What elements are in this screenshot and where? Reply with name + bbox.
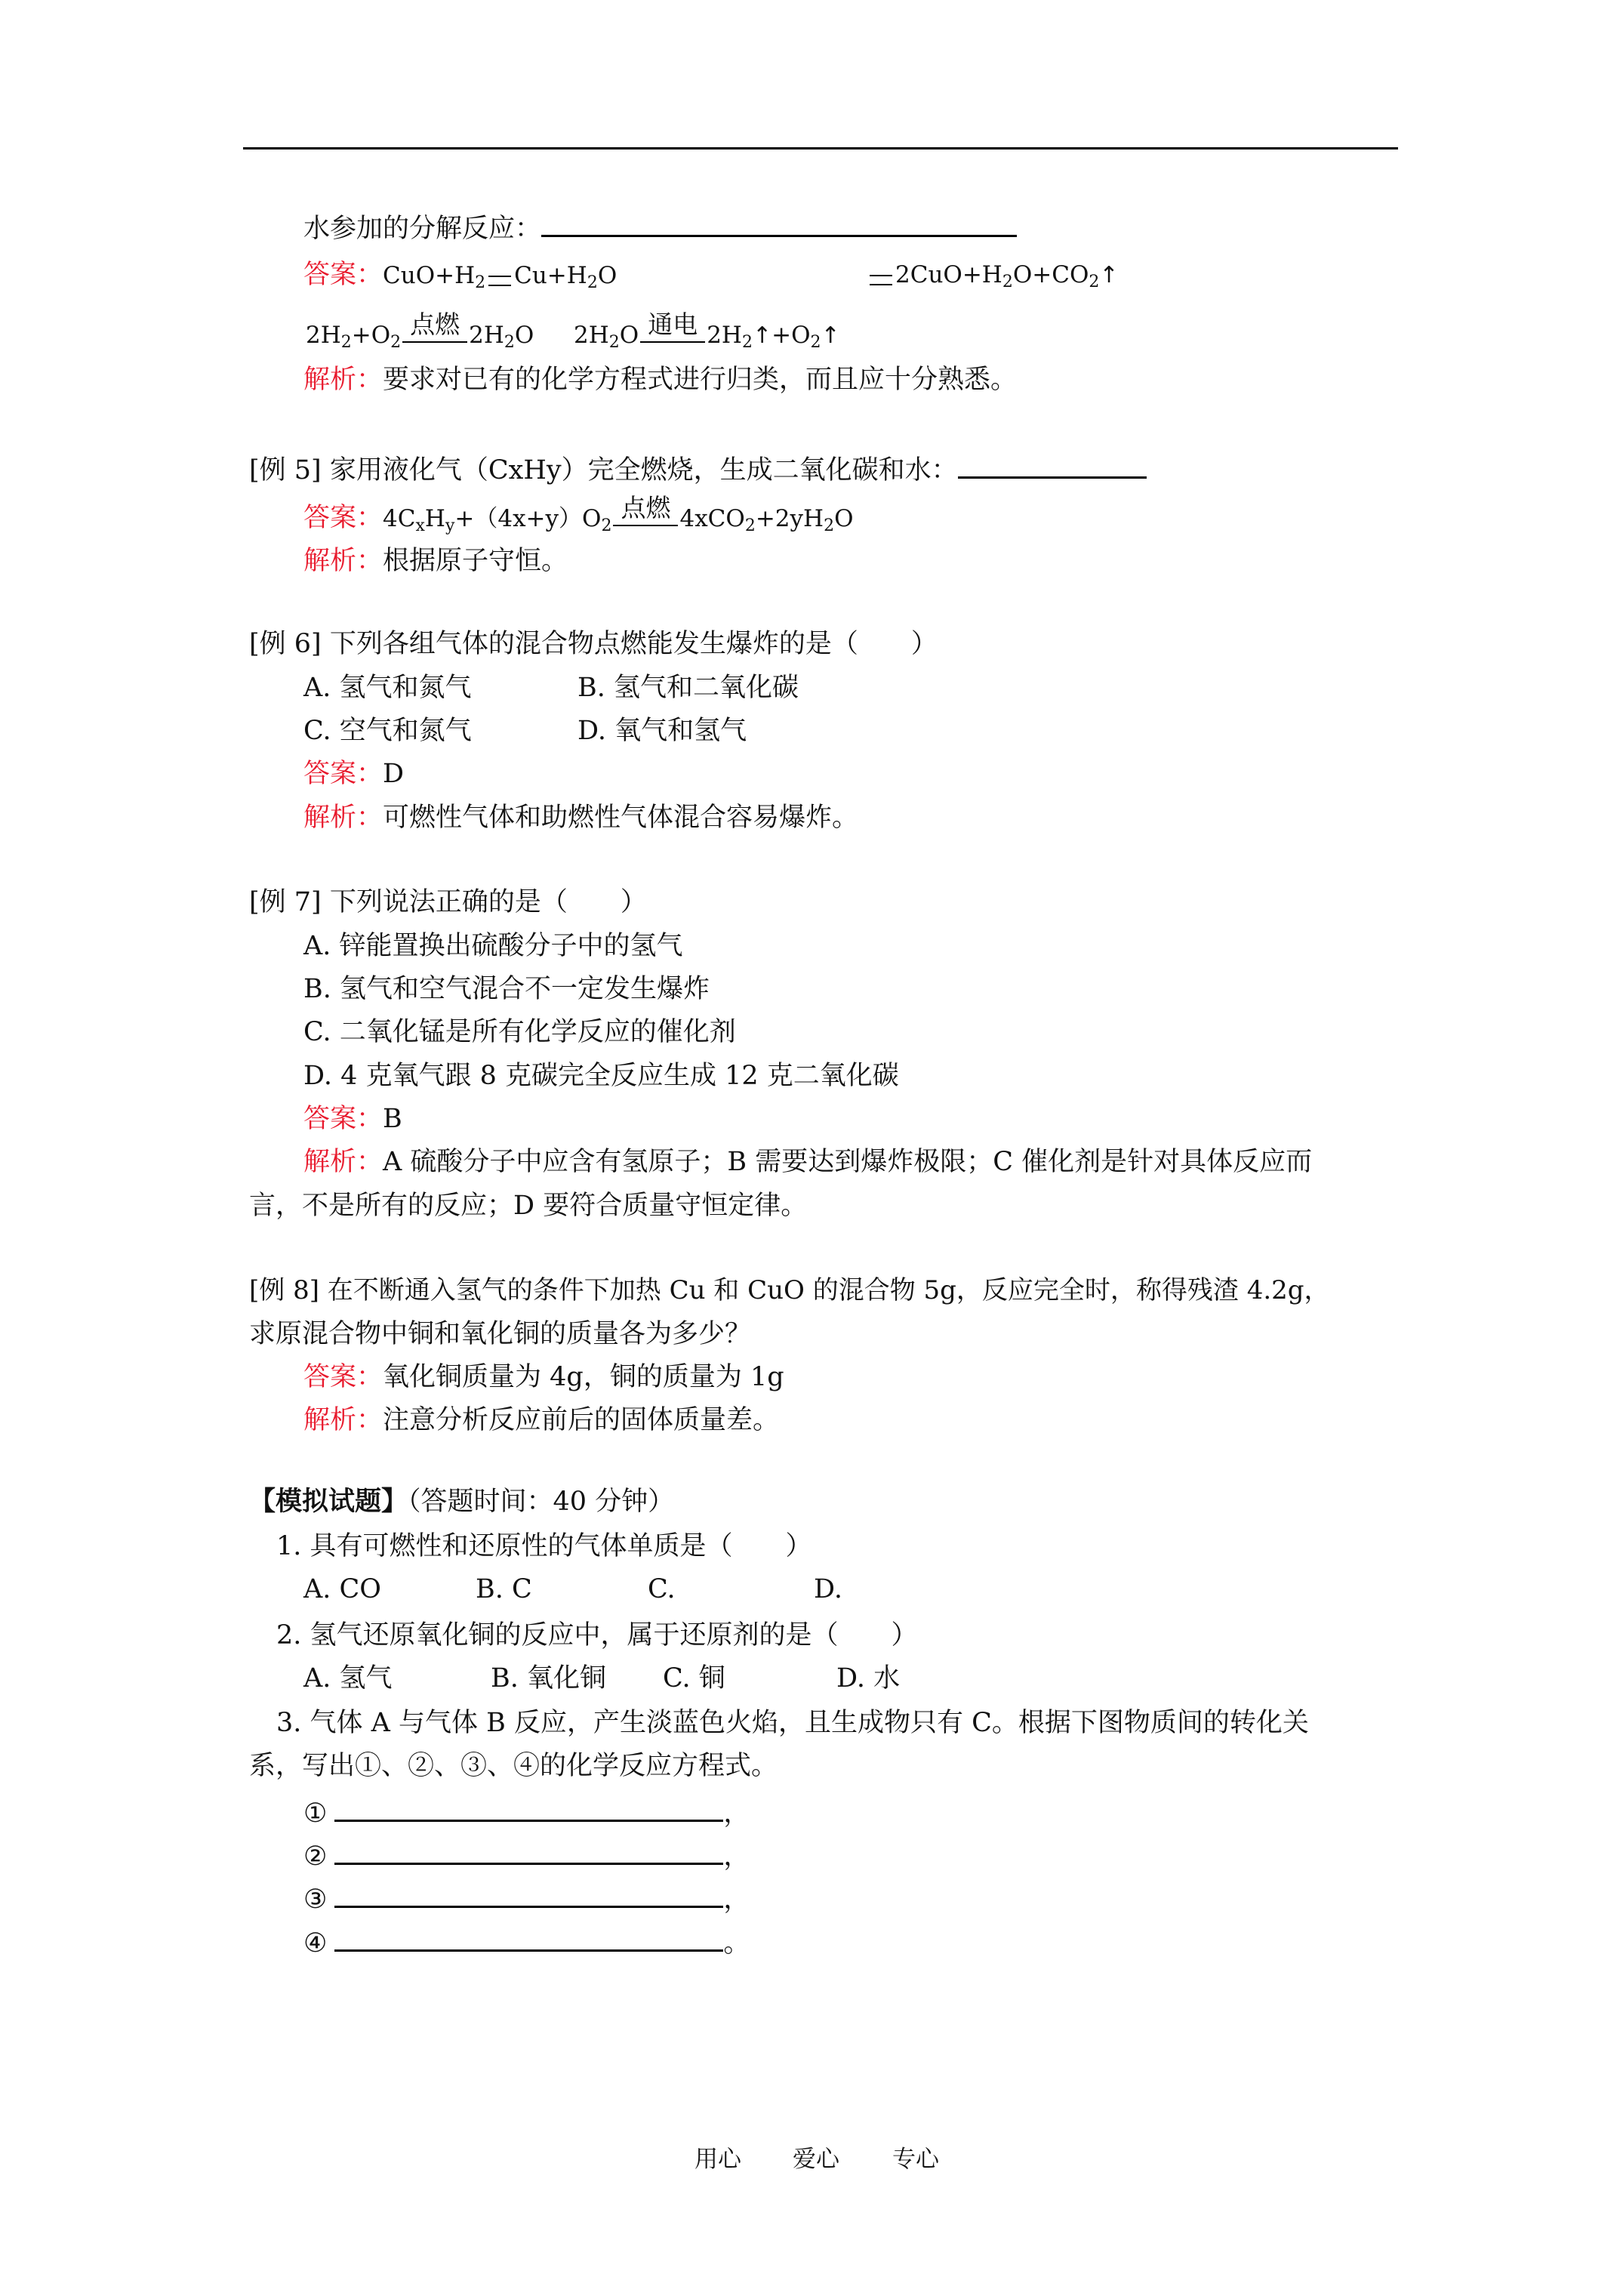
ex6-option-c[interactable]: C. 空气和氮气 xyxy=(303,716,472,746)
ex8-analysis: 解析：注意分析反应前后的固体质量差。 xyxy=(303,1405,780,1435)
mock-test-time: （答题时间：40 分钟） xyxy=(408,1487,675,1517)
equation-water-electrolysis: $2H_2O$ 通电 $2H_2↑+O_2↑$ xyxy=(574,310,840,352)
analysis-label: 解析： xyxy=(303,1405,383,1435)
q2-option-d[interactable]: D. 水 xyxy=(836,1663,901,1693)
answer-label: 答案： xyxy=(303,503,383,533)
ex8-answer: 答案：氧化铜质量为 4g，铜的质量为 1g xyxy=(303,1362,784,1392)
ex5-answer-blank[interactable] xyxy=(958,449,1147,479)
ex6-option-b[interactable]: B. 氢气和二氧化碳 xyxy=(577,673,799,703)
gas-arrow-icon: ↑ xyxy=(821,322,840,349)
equals-sign xyxy=(488,276,511,286)
footer-text-2: 爱心 xyxy=(793,2146,839,2173)
ex5-answer-line xyxy=(303,493,854,536)
ex7-option-b[interactable]: B. 氢气和空气混合不一定发生爆炸 xyxy=(303,974,710,1004)
condition-electricity: 通电 xyxy=(640,331,705,343)
q2-text: 2. 氢气还原氧化铜的反应中，属于还原剂的是（ ） xyxy=(276,1620,918,1650)
circled-number: ④ xyxy=(303,1928,328,1959)
answer-blank[interactable] xyxy=(334,1835,723,1865)
ex4-question-text: 水参加的分解反应： xyxy=(303,214,542,244)
circled-number: ② xyxy=(303,1841,328,1872)
circled-number: ③ xyxy=(303,1885,328,1915)
q1-option-b[interactable]: B. C xyxy=(476,1574,532,1604)
gas-arrow-icon: ↑ xyxy=(1099,262,1119,288)
answer-label: 答案： xyxy=(303,1104,383,1134)
answer-label: 答案： xyxy=(303,759,383,789)
q1-option-c[interactable]: C. xyxy=(648,1574,676,1604)
ex7-question: [例 7] 下列说法正确的是（ ） xyxy=(249,887,647,917)
condition-ignite: 点燃 xyxy=(402,331,467,343)
ex6-analysis: 解析：可燃性气体和助燃性气体混合容易爆炸。 xyxy=(303,803,859,833)
ex8-question-cont: 求原混合物中铜和氧化铜的质量各为多少？ xyxy=(249,1319,752,1349)
q3-blank-4: ④ 。 xyxy=(303,1922,750,1961)
ex6-answer: 答案：D xyxy=(303,759,405,789)
equation-cuo-decomp: $2CuO+H_2O+CO_2↑$ xyxy=(867,257,1119,293)
answer-label: 答案： xyxy=(303,1362,383,1392)
q3-text-cont: 系，写出①、②、③、④的化学反应方程式。 xyxy=(249,1751,778,1781)
answer-label: 答案： xyxy=(303,260,383,290)
ex4-answer-line xyxy=(303,257,617,293)
q1-text: 1. 具有可燃性和还原性的气体单质是（ ） xyxy=(276,1531,812,1561)
ex7-option-c[interactable]: C. 二氧化锰是所有化学反应的催化剂 xyxy=(303,1017,736,1047)
ex4-question xyxy=(303,208,1017,246)
circled-number: ① xyxy=(303,1798,328,1829)
ex5-question: [例 5] 家用液化气（CxHy）完全燃烧，生成二氧化碳和水： xyxy=(249,449,1147,488)
ex4-answer-blank[interactable] xyxy=(541,208,1017,237)
ex7-option-d[interactable]: D. 4 克氧气跟 8 克碳完全反应生成 12 克二氧化碳 xyxy=(303,1061,899,1091)
analysis-label: 解析： xyxy=(303,365,383,395)
equation-h2-burn: $2H_2+O_2$ 点燃 $2H_2O$ xyxy=(306,310,534,352)
ex5-analysis: 解析：根据原子守恒。 xyxy=(303,546,568,576)
ex7-analysis: 解析：A 硫酸分子中应含有氢原子；B 需要达到爆炸极限；C 催化剂是针对具体反应而 xyxy=(303,1147,1313,1177)
answer-blank[interactable] xyxy=(334,1792,723,1822)
gas-arrow-icon: ↑ xyxy=(752,322,772,349)
ex4-analysis: 解析：要求对已有的化学方程式进行归类，而且应十分熟悉。 xyxy=(303,365,1018,395)
q3-blank-3: ③ ， xyxy=(303,1878,750,1917)
ex7-answer: 答案：B xyxy=(303,1104,402,1134)
mock-test-heading xyxy=(249,1484,674,1519)
ex7-option-a[interactable]: A. 锌能置换出硫酸分子中的氢气 xyxy=(303,931,683,961)
condition-ignite: 点燃 xyxy=(613,514,678,526)
analysis-label: 解析： xyxy=(303,803,383,833)
analysis-label: 解析： xyxy=(303,546,383,576)
q1-option-a[interactable]: A. CO xyxy=(303,1574,382,1604)
ex6-question: [例 6] 下列各组气体的混合物点燃能发生爆炸的是（ ） xyxy=(249,629,938,659)
answer-blank[interactable] xyxy=(334,1878,723,1908)
equation-lpg-burn: $4C_xH_y+(4x+y)O_2$ 点燃 $4xCO_2+2yH_2O$ xyxy=(383,493,854,535)
ex8-question: [例 8] 在不断通入氢气的条件下加热 Cu 和 CuO 的混合物 5g，反应完全时，称得残渣 4.2g， xyxy=(249,1275,1330,1305)
q1-option-d[interactable]: D. xyxy=(814,1574,842,1604)
analysis-label: 解析： xyxy=(303,1147,383,1177)
equals-sign xyxy=(870,275,892,285)
q2-option-a[interactable]: A. 氢气 xyxy=(303,1663,393,1693)
q3-blank-1: ① ， xyxy=(303,1792,750,1831)
q3-blank-2: ② ， xyxy=(303,1835,750,1874)
q2-option-c[interactable]: C. 铜 xyxy=(663,1663,725,1693)
footer-text-1: 用心 xyxy=(694,2146,741,2173)
answer-blank[interactable] xyxy=(334,1922,723,1952)
ex6-option-a[interactable]: A. 氢气和氮气 xyxy=(303,673,472,703)
equation-cuo-h2: $CuO+H_2$ $Cu+H_2O$ xyxy=(383,262,617,292)
footer-text-3: 专心 xyxy=(892,2146,939,2173)
q2-option-b[interactable]: B. 氧化铜 xyxy=(491,1663,606,1693)
mock-test-title: 【模拟试题】 xyxy=(249,1486,408,1517)
q3-text: 3. 气体 A 与气体 B 反应，产生淡蓝色火焰，且生成物只有 C。根据下图物质间的转化关 xyxy=(276,1708,1309,1738)
ex7-analysis-cont: 言，不是所有的反应；D 要符合质量守恒定律。 xyxy=(249,1191,808,1221)
header-rule xyxy=(243,147,1398,149)
ex6-option-d[interactable]: D. 氧气和氢气 xyxy=(577,716,747,746)
